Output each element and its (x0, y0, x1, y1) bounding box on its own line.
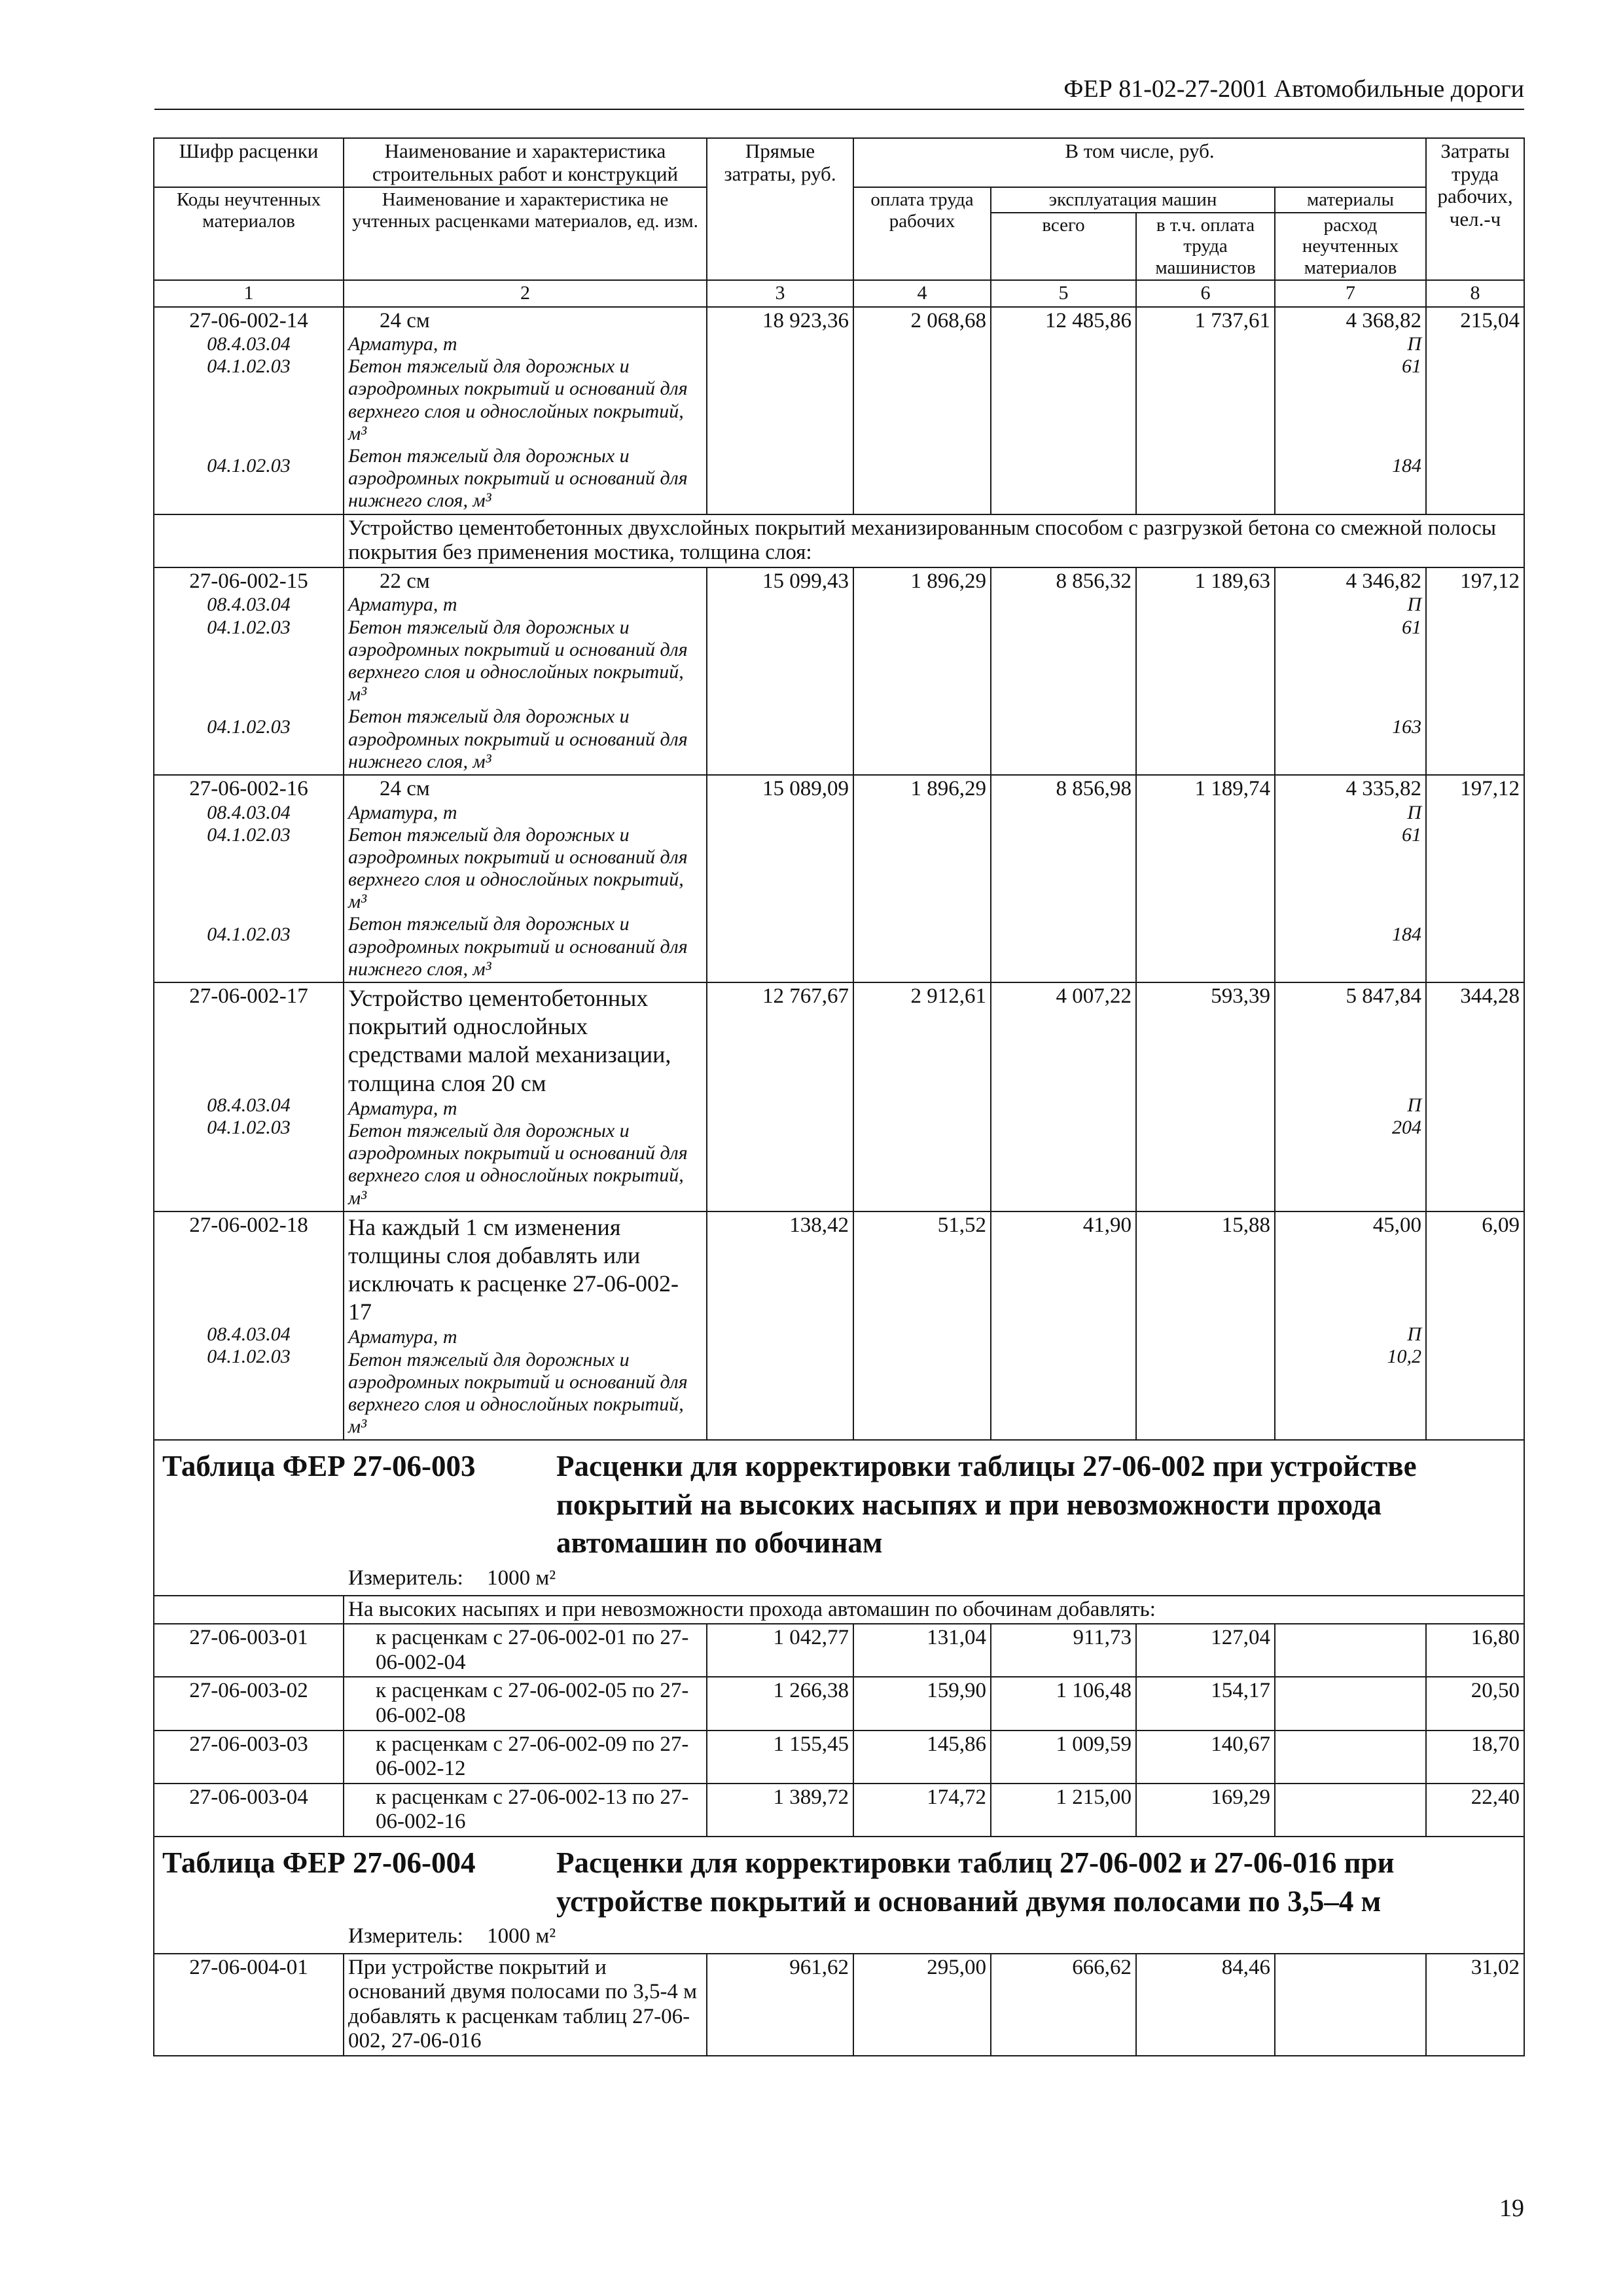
rate-name: 24 см (380, 776, 430, 800)
col-machines-total-header: всего (991, 213, 1136, 280)
rate-code: 27-06-004-01 (154, 1954, 344, 2056)
measure-value: 1000 м² (487, 1924, 556, 1948)
wages-cost: 2 068,68 (853, 307, 991, 514)
material-name: Арматура, т (348, 801, 457, 823)
materials-cost (1275, 1731, 1426, 1784)
wages-cost: 131,04 (853, 1624, 991, 1677)
material-code: 08.4.03.04 (207, 1323, 291, 1345)
rate-code: 27-06-002-17 (189, 984, 308, 1009)
col-wages-header: оплата труда рабочих (853, 187, 991, 280)
material-code: 04.1.02.03 (207, 616, 291, 638)
machines-wages-cost: 84,46 (1136, 1954, 1275, 2056)
direct-cost: 15 099,43 (707, 567, 853, 775)
table-title-row (154, 1837, 1524, 1954)
material-code: 04.1.02.03 (207, 823, 291, 846)
labor-cost: 16,80 (1426, 1624, 1524, 1677)
material-name: Бетон тяжелый для дорожных и аэродромных покрытий и оснований для нижнего слоя, м³ (348, 913, 688, 980)
table-title-row (154, 1440, 1524, 1595)
table-title: Расценки для корректировки таблицы 27-06-002 при устройстве покрытий на высоких насыпях и при невозможности прохода автомашин по обочинам (556, 1450, 1417, 1560)
machines-cost: 41,90 (991, 1211, 1136, 1441)
rate-code: 27-06-002-15 (189, 569, 308, 593)
col-number: 3 (707, 280, 853, 306)
wages-cost: 174,72 (853, 1784, 991, 1837)
material-consumption: 61 (1402, 616, 1422, 638)
machines-cost: 666,62 (991, 1954, 1136, 2056)
machines-cost: 911,73 (991, 1624, 1136, 1677)
table-title: Расценки для корректировки таблиц 27-06-002 и 27-06-016 при устройстве покрытий и оснований двумя полосами по 3,5–4 м (556, 1846, 1395, 1918)
material-code: 04.1.02.03 (207, 355, 291, 378)
machines-wages-cost: 154,17 (1136, 1677, 1275, 1730)
material-consumption: П (1407, 1094, 1422, 1117)
col-number: 4 (853, 280, 991, 306)
col-number: 5 (991, 280, 1136, 306)
material-name: Арматура, т (348, 333, 457, 355)
labor-cost: 20,50 (1426, 1677, 1524, 1730)
rate-name: к расценкам с 27-06-002-01 по 27-06-002-04 (344, 1624, 707, 1677)
materials-cost (1275, 1784, 1426, 1837)
measure-value: 1000 м² (487, 1566, 556, 1590)
direct-cost: 1 155,45 (707, 1731, 853, 1784)
rate-name: к расценкам с 27-06-002-05 по 27-06-002-08 (344, 1677, 707, 1730)
col-machines-header: эксплуатация машин (991, 187, 1275, 212)
rate-row (154, 1677, 1524, 1730)
labor-cost: 22,40 (1426, 1784, 1524, 1837)
measure-line (158, 1920, 1520, 1952)
machines-cost: 8 856,98 (991, 775, 1136, 982)
rate-code: 27-06-002-14 (189, 308, 308, 332)
measure-label: Измеритель: (348, 1566, 463, 1590)
material-consumption: П (1407, 1323, 1422, 1345)
rate-row (154, 1954, 1524, 2056)
col-materials-header: материалы (1275, 187, 1426, 212)
table-label: Таблица ФЕР 27-06-004 (162, 1846, 476, 1880)
direct-cost: 1 389,72 (707, 1784, 853, 1837)
material-name: Бетон тяжелый для дорожных и аэродромных покрытий и оснований для верхнего слоя и однослойных покрытий, м³ (348, 1119, 688, 1209)
material-code: 04.1.02.03 (207, 455, 291, 477)
wages-cost: 159,90 (853, 1677, 991, 1730)
materials-cost: 4 368,82 (1346, 308, 1422, 332)
machines-cost: 12 485,86 (991, 307, 1136, 514)
rate-row (154, 1624, 1524, 1677)
rate-name: 22 см (380, 569, 430, 593)
rate-code: 27-06-003-04 (154, 1784, 344, 1837)
machines-cost: 4 007,22 (991, 982, 1136, 1211)
col-direct-header: Прямые затраты, руб. (707, 138, 853, 280)
document-title: ФЕР 81-02-27-2001 Автомобильные дороги (1063, 75, 1524, 103)
machines-wages-cost: 593,39 (1136, 982, 1275, 1211)
material-consumption: 163 (1392, 715, 1422, 738)
rate-row (154, 1784, 1524, 1837)
rate-name: При устройстве покрытий и оснований двумя полосами по 3,5-4 м добавлять к расценкам таблиц 27-06-002, 27-06-016 (344, 1954, 707, 2056)
col-number: 7 (1275, 280, 1426, 306)
materials-cost: 4 346,82 (1346, 569, 1422, 593)
labor-cost: 215,04 (1426, 307, 1524, 514)
machines-wages-cost: 1 189,63 (1136, 567, 1275, 775)
machines-cost: 1 215,00 (991, 1784, 1136, 1837)
rate-name: к расценкам с 27-06-002-13 по 27-06-002-16 (344, 1784, 707, 1837)
table-label: Таблица ФЕР 27-06-003 (162, 1450, 476, 1483)
materials-cost: 45,00 (1372, 1213, 1422, 1237)
machines-cost: 8 856,32 (991, 567, 1136, 775)
direct-cost: 1 042,77 (707, 1624, 853, 1677)
material-consumption: 61 (1402, 823, 1422, 846)
material-name: Бетон тяжелый для дорожных и аэродромных покрытий и оснований для верхнего слоя и однослойных покрытий, м³ (348, 823, 688, 913)
rate-row (154, 567, 1524, 775)
machines-wages-cost: 15,88 (1136, 1211, 1275, 1441)
material-name: Арматура, т (348, 594, 457, 616)
material-code: 08.4.03.04 (207, 333, 291, 355)
col-number: 2 (344, 280, 707, 306)
rate-row (154, 1211, 1524, 1441)
rate-name: к расценкам с 27-06-002-09 по 27-06-002-12 (344, 1731, 707, 1784)
header-row-1 (154, 138, 1524, 187)
col-name-header: Наименование и характеристика строительных работ и конструкций (344, 138, 707, 187)
machines-cost: 1 009,59 (991, 1731, 1136, 1784)
wages-cost: 145,86 (853, 1731, 991, 1784)
rate-row (154, 307, 1524, 514)
material-name: Бетон тяжелый для дорожных и аэродромных покрытий и оснований для верхнего слоя и однослойных покрытий, м³ (348, 1348, 688, 1438)
materials-cost (1275, 1677, 1426, 1730)
col-number: 8 (1426, 280, 1524, 306)
rate-name: 24 см (380, 308, 430, 332)
material-consumption: 204 (1392, 1117, 1422, 1139)
material-name: Бетон тяжелый для дорожных и аэродромных покрытий и оснований для нижнего слоя, м³ (348, 706, 688, 772)
section-row (154, 1596, 1524, 1624)
rate-row (154, 1731, 1524, 1784)
col-materials-consumption-header: расход неучтенных материалов (1275, 213, 1426, 280)
col-unaccounted-codes-header: Коды неучтенных материалов (154, 187, 344, 280)
material-name: Арматура, т (348, 1326, 457, 1348)
wages-cost: 295,00 (853, 1954, 991, 2056)
rate-code: 27-06-002-18 (189, 1213, 308, 1237)
wages-cost: 2 912,61 (853, 982, 991, 1211)
section-title: На высоких насыпях и при невозможности прохода автомашин по обочинам добавлять: (344, 1596, 1524, 1624)
machines-wages-cost: 169,29 (1136, 1784, 1275, 1837)
material-name: Бетон тяжелый для дорожных и аэродромных покрытий и оснований для нижнего слоя, м³ (348, 445, 688, 512)
wages-cost: 1 896,29 (853, 567, 991, 775)
section-row (154, 514, 1524, 567)
labor-cost: 197,12 (1426, 567, 1524, 775)
col-labor-header: Затраты труда рабочих, чел.-ч (1426, 138, 1524, 280)
labor-cost: 6,09 (1426, 1211, 1524, 1441)
material-code: 08.4.03.04 (207, 1094, 291, 1117)
rate-row (154, 982, 1524, 1211)
material-consumption: 184 (1392, 923, 1422, 945)
wages-cost: 1 896,29 (853, 775, 991, 982)
machines-wages-cost: 1 737,61 (1136, 307, 1275, 514)
machines-cost: 1 106,48 (991, 1677, 1136, 1730)
column-number-row (154, 280, 1524, 306)
materials-cost: 5 847,84 (1346, 984, 1422, 1009)
rate-row (154, 775, 1524, 982)
document-header (154, 69, 1524, 110)
material-consumption: 10,2 (1387, 1345, 1422, 1367)
col-code-header: Шифр расценки (154, 138, 344, 187)
page-number: 19 (1499, 2195, 1524, 2222)
col-number: 1 (154, 280, 344, 306)
labor-cost: 31,02 (1426, 1954, 1524, 2056)
material-name: Бетон тяжелый для дорожных и аэродромных покрытий и оснований для верхнего слоя и однослойных покрытий, м³ (348, 355, 688, 444)
machines-wages-cost: 140,67 (1136, 1731, 1275, 1784)
material-consumption: П (1407, 801, 1422, 823)
machines-wages-cost: 1 189,74 (1136, 775, 1275, 982)
wages-cost: 51,52 (853, 1211, 991, 1441)
labor-cost: 197,12 (1426, 775, 1524, 982)
labor-cost: 344,28 (1426, 982, 1524, 1211)
material-consumption: 184 (1392, 455, 1422, 477)
col-number: 6 (1136, 280, 1275, 306)
col-incl-header: В том числе, руб. (853, 138, 1426, 187)
materials-cost: 4 335,82 (1346, 776, 1422, 800)
rate-code: 27-06-003-02 (154, 1677, 344, 1730)
materials-cost (1275, 1954, 1426, 2056)
rate-code: 27-06-003-01 (154, 1624, 344, 1677)
col-machines-wages-header: в т.ч. оплата труда машинистов (1136, 213, 1275, 280)
direct-cost: 961,62 (707, 1954, 853, 2056)
machines-wages-cost: 127,04 (1136, 1624, 1275, 1677)
rate-name: На каждый 1 см изменения толщины слоя добавлять или исключать к расценке 27-06-002-17 (348, 1213, 679, 1325)
measure-label: Измеритель: (348, 1924, 463, 1948)
direct-cost: 15 089,09 (707, 775, 853, 982)
material-code: 04.1.02.03 (207, 1345, 291, 1367)
labor-cost: 18,70 (1426, 1731, 1524, 1784)
direct-cost: 18 923,36 (707, 307, 853, 514)
material-code: 04.1.02.03 (207, 1117, 291, 1139)
material-code: 04.1.02.03 (207, 923, 291, 945)
rate-code: 27-06-002-16 (189, 776, 308, 800)
material-consumption: П (1407, 333, 1422, 355)
section-title: Устройство цементобетонных двухслойных покрытий механизированным способом с разгрузкой бетона со смежной полосы покрытия без применения мостика, толщина слоя: (344, 514, 1524, 567)
rate-name: Устройство цементобетонных покрытий однослойных средствами малой механизации, толщина слоя 20 см (348, 985, 671, 1096)
material-name: Арматура, т (348, 1097, 457, 1119)
measure-line (158, 1562, 1520, 1594)
material-code: 08.4.03.04 (207, 801, 291, 823)
material-code: 08.4.03.04 (207, 594, 291, 616)
material-consumption: 61 (1402, 355, 1422, 378)
rates-table (153, 137, 1525, 2056)
material-consumption: П (1407, 594, 1422, 616)
material-name: Бетон тяжелый для дорожных и аэродромных покрытий и оснований для верхнего слоя и однослойных покрытий, м³ (348, 616, 688, 706)
rate-code: 27-06-003-03 (154, 1731, 344, 1784)
col-unaccounted-name-header: Наименование и характеристика не учтенных расценками материалов, ед. изм. (344, 187, 707, 280)
materials-cost (1275, 1624, 1426, 1677)
direct-cost: 1 266,38 (707, 1677, 853, 1730)
direct-cost: 12 767,67 (707, 982, 853, 1211)
material-code: 04.1.02.03 (207, 715, 291, 738)
direct-cost: 138,42 (707, 1211, 853, 1441)
